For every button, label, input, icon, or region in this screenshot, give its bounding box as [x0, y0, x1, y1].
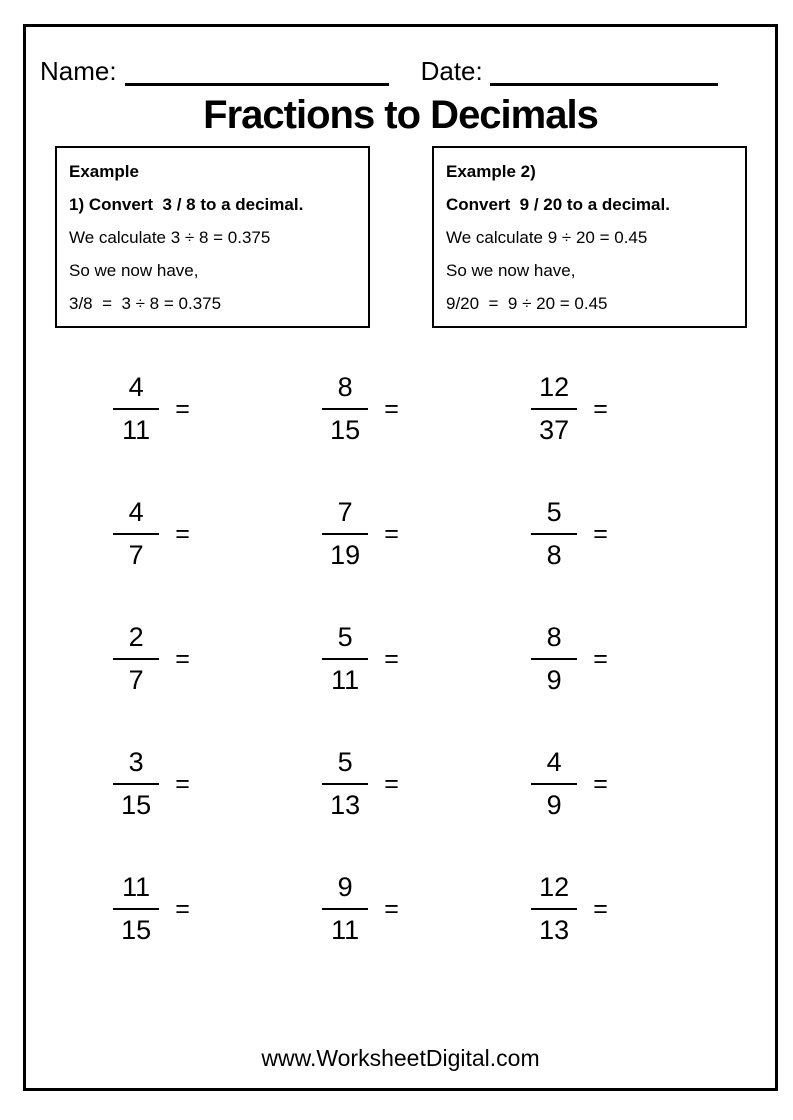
equals-sign: =: [593, 520, 608, 548]
problem-cell: [46, 846, 255, 971]
fraction-denominator: 9: [546, 664, 562, 695]
problem-cell: [255, 846, 464, 971]
fraction-denominator: 11: [331, 664, 360, 695]
example-box-1: [55, 146, 370, 328]
fraction-denominator: 15: [121, 789, 152, 820]
fraction-numerator: 4: [546, 747, 562, 778]
equals-sign: =: [175, 895, 190, 923]
equals-sign: =: [593, 895, 608, 923]
problem-cell: [464, 346, 673, 471]
fraction: [111, 373, 161, 444]
examples-section: [55, 146, 747, 328]
fraction: [529, 623, 579, 694]
example-2-step: We calculate 9 ÷ 20 = 0.45: [446, 228, 648, 248]
date-label: Date:: [420, 56, 483, 86]
equals-sign: =: [593, 395, 608, 423]
problem-cell: [255, 596, 464, 721]
worksheet-page: [23, 24, 778, 1091]
fraction: [111, 873, 161, 944]
equals-sign: =: [384, 770, 399, 798]
example-1-result: 3/8 = 3 ÷ 8 = 0.375: [69, 294, 222, 314]
example-1-heading: Example: [69, 162, 139, 182]
fraction-denominator: 19: [330, 539, 361, 570]
name-date-row: [40, 57, 775, 86]
equals-sign: =: [593, 770, 608, 798]
fraction: [529, 748, 579, 819]
problems-grid: [46, 346, 673, 971]
fraction-numerator: 12: [539, 372, 570, 403]
fraction-numerator: 3: [128, 747, 144, 778]
fraction-numerator: 4: [128, 372, 144, 403]
example-box-2: [432, 146, 747, 328]
equals-sign: =: [175, 770, 190, 798]
fraction: [320, 373, 370, 444]
date-blank-line: [490, 62, 718, 86]
fraction: [111, 498, 161, 569]
example-1-problem: 1) Convert 3 / 8 to a decimal.: [69, 195, 304, 215]
fraction-numerator: 8: [337, 372, 353, 403]
fraction-denominator: 37: [539, 414, 570, 445]
name-blank-line: [125, 62, 389, 86]
fraction: [529, 873, 579, 944]
fraction-numerator: 9: [337, 872, 353, 903]
fraction-numerator: 4: [128, 497, 144, 528]
website-footer: www.WorksheetDigital.com: [261, 1045, 540, 1071]
equals-sign: =: [175, 645, 190, 673]
problem-cell: [46, 721, 255, 846]
fraction-numerator: 2: [128, 622, 144, 653]
fraction-denominator: 11: [331, 914, 360, 945]
fraction-numerator: 11: [122, 872, 151, 903]
page-title: Fractions to Decimals: [203, 93, 598, 138]
equals-sign: =: [384, 520, 399, 548]
problem-cell: [255, 721, 464, 846]
fraction: [529, 498, 579, 569]
fraction-denominator: 11: [122, 414, 151, 445]
fraction-denominator: 13: [539, 914, 570, 945]
fraction-denominator: 7: [128, 539, 144, 570]
name-label: Name:: [40, 56, 117, 86]
problem-cell: [46, 346, 255, 471]
example-2-result: 9/20 = 9 ÷ 20 = 0.45: [446, 294, 608, 314]
fraction: [111, 748, 161, 819]
problem-cell: [46, 596, 255, 721]
example-2-heading: Example 2): [446, 162, 536, 182]
fraction-denominator: 8: [546, 539, 562, 570]
equals-sign: =: [175, 520, 190, 548]
fraction: [320, 748, 370, 819]
fraction-numerator: 5: [337, 622, 353, 653]
example-1-transition: So we now have,: [69, 261, 199, 281]
fraction-numerator: 7: [337, 497, 353, 528]
equals-sign: =: [593, 645, 608, 673]
equals-sign: =: [384, 645, 399, 673]
fraction-denominator: 13: [330, 789, 361, 820]
problem-cell: [464, 471, 673, 596]
example-2-problem: Convert 9 / 20 to a decimal.: [446, 195, 670, 215]
fraction-denominator: 7: [128, 664, 144, 695]
example-2-transition: So we now have,: [446, 261, 576, 281]
fraction: [529, 373, 579, 444]
problem-cell: [464, 596, 673, 721]
fraction: [320, 873, 370, 944]
problem-cell: [255, 471, 464, 596]
equals-sign: =: [384, 895, 399, 923]
fraction-numerator: 12: [539, 872, 570, 903]
fraction-numerator: 5: [546, 497, 562, 528]
fraction-denominator: 15: [121, 914, 152, 945]
fraction-numerator: 8: [546, 622, 562, 653]
equals-sign: =: [384, 395, 399, 423]
fraction-denominator: 15: [330, 414, 361, 445]
fraction: [111, 623, 161, 694]
problem-cell: [464, 846, 673, 971]
problem-cell: [464, 721, 673, 846]
fraction: [320, 623, 370, 694]
problem-cell: [46, 471, 255, 596]
fraction-numerator: 5: [337, 747, 353, 778]
equals-sign: =: [175, 395, 190, 423]
fraction: [320, 498, 370, 569]
fraction-denominator: 9: [546, 789, 562, 820]
example-1-step: We calculate 3 ÷ 8 = 0.375: [69, 228, 271, 248]
problem-cell: [255, 346, 464, 471]
